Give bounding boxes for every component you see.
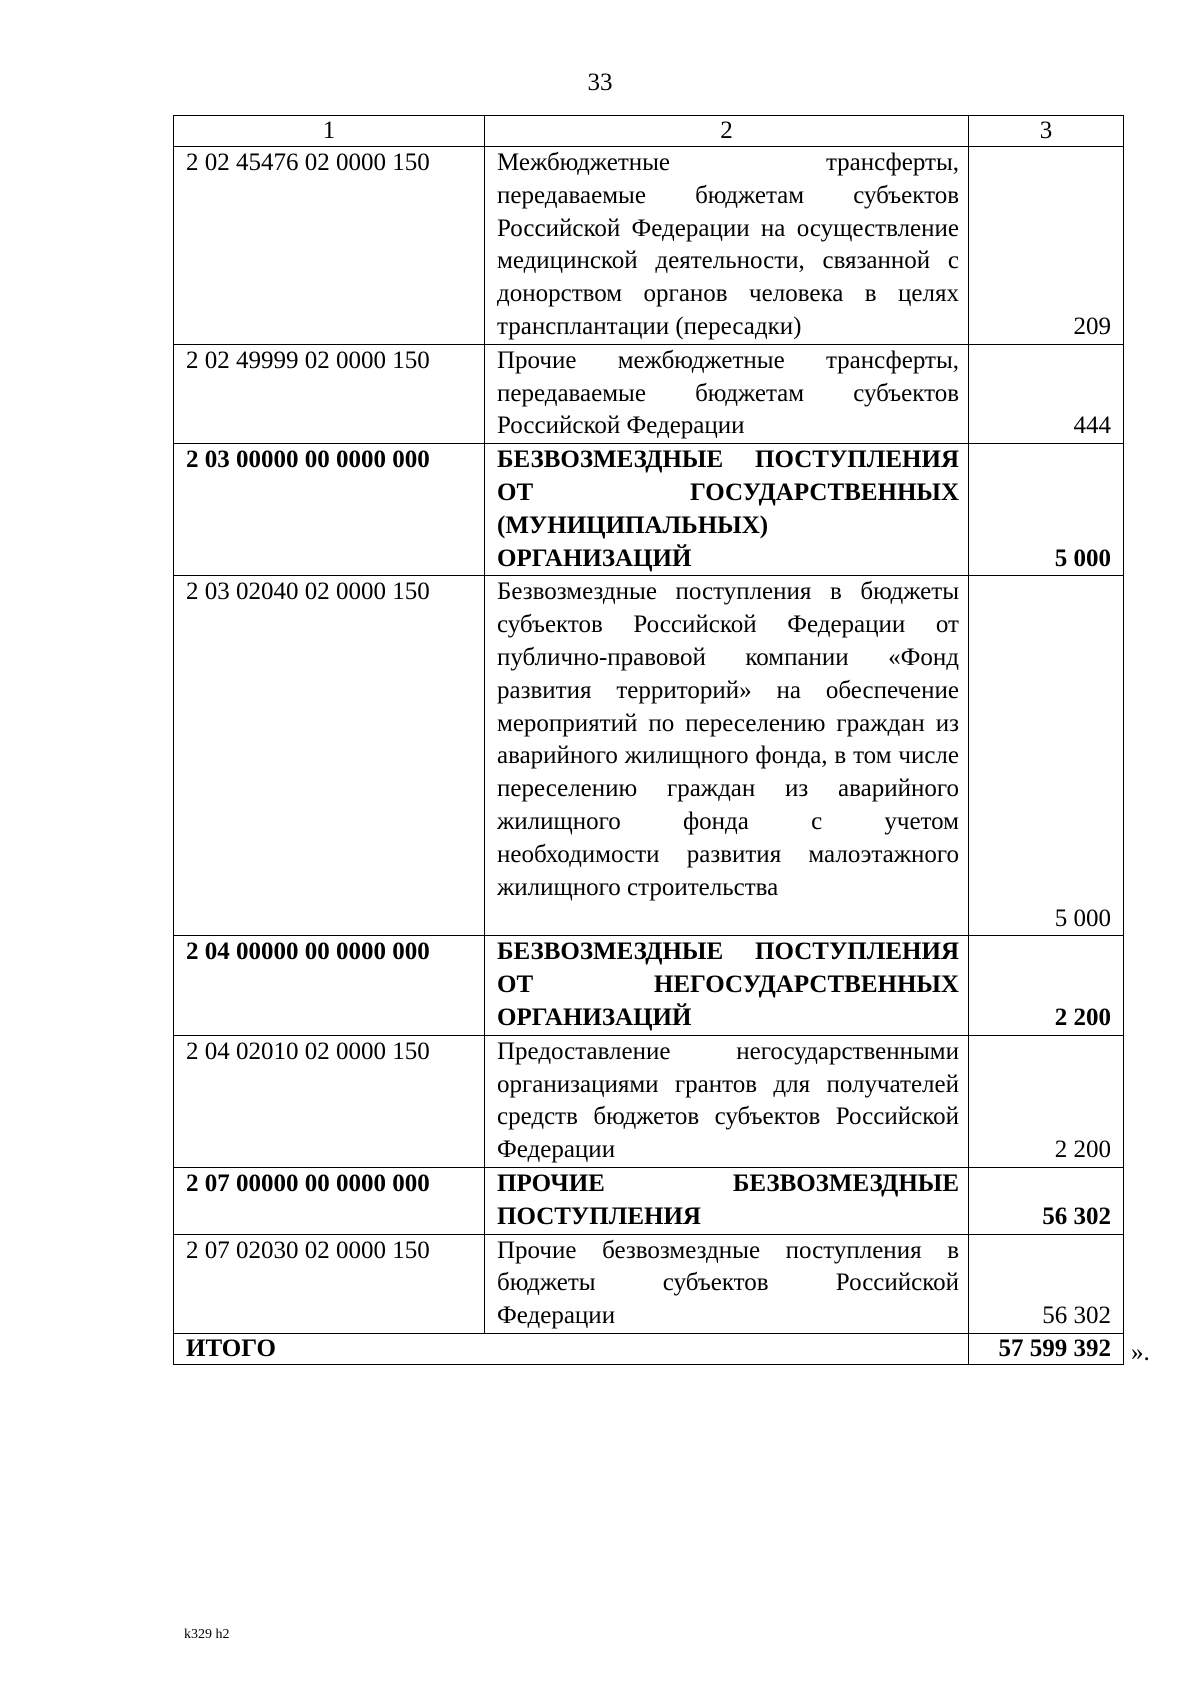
table-row <box>174 1234 1124 1333</box>
revenue-name-cell: Безвозмездные поступления в бюджеты субъектов Российской Федерации от публично-правовой компании «Фонд развития территорий» на обеспечение мероприятий по переселению граждан из аварийного жилищного фонда, в том числе переселению граждан из аварийного жилищного фонда с учетом необходимости развития малоэтажного жилищного строительства <box>485 576 969 936</box>
revenue-name-cell: БЕЗВОЗМЕЗДНЫЕ ПОСТУПЛЕНИЯ ОТ ГОСУДАРСТВЕННЫХ (МУНИЦИПАЛЬНЫХ) ОРГАНИЗАЦИЙ <box>485 444 969 576</box>
amount-cell: 444 <box>969 344 1124 443</box>
table-row <box>174 1035 1124 1167</box>
amount-cell: 56 302 <box>969 1167 1124 1234</box>
revenue-name-cell: Межбюджетные трансферты, передаваемые бюджетам субъектов Российской Федерации на осуществление медицинской деятельности, связанной с донорством органов человека в целях трансплантации (пересадки) <box>485 147 969 345</box>
budget-code-cell: 2 03 00000 00 0000 000 <box>174 444 485 576</box>
table-row <box>174 147 1124 345</box>
budget-code-cell: 2 07 00000 00 0000 000 <box>174 1167 485 1234</box>
amount-cell: 56 302 <box>969 1234 1124 1333</box>
page-number: 33 <box>587 69 613 96</box>
column-header-3: 3 <box>969 116 1124 147</box>
table-row <box>174 576 1124 936</box>
column-header-1: 1 <box>174 116 485 147</box>
budget-code-cell: 2 04 02010 02 0000 150 <box>174 1035 485 1167</box>
table-row-section <box>174 1167 1124 1234</box>
budget-code-cell: 2 07 02030 02 0000 150 <box>174 1234 485 1333</box>
table-row-section <box>174 444 1124 576</box>
amount-cell: 2 200 <box>969 936 1124 1035</box>
revenue-name-cell: Предоставление негосударственными организациями грантов для получателей средств бюджетов субъектов Российской Федерации <box>485 1035 969 1167</box>
amount-cell: 5 000 <box>969 444 1124 576</box>
footer-mark: k329 h2 <box>184 1627 230 1642</box>
budget-code-cell: 2 02 49999 02 0000 150 <box>174 344 485 443</box>
column-header-2: 2 <box>485 116 969 147</box>
amount-cell: 2 200 <box>969 1035 1124 1167</box>
revenue-name-cell: ПРОЧИЕ БЕЗВОЗМЕЗДНЫЕ ПОСТУПЛЕНИЯ <box>485 1167 969 1234</box>
total-row <box>174 1333 1124 1364</box>
revenue-name-cell: Прочие безвозмездные поступления в бюджеты субъектов Российской Федерации <box>485 1234 969 1333</box>
amount-cell: 209 <box>969 147 1124 345</box>
budget-code-cell: 2 04 00000 00 0000 000 <box>174 936 485 1035</box>
table-header-row <box>174 116 1124 147</box>
table-row-section <box>174 936 1124 1035</box>
total-label: ИТОГО <box>174 1333 969 1364</box>
budget-code-cell: 2 03 02040 02 0000 150 <box>174 576 485 936</box>
total-amount: 57 599 392 <box>969 1333 1124 1364</box>
budget-code-cell: 2 02 45476 02 0000 150 <box>174 147 485 345</box>
revenue-table <box>173 115 1124 1365</box>
table-body <box>174 116 1124 1365</box>
revenue-name-cell: Прочие межбюджетные трансферты, передаваемые бюджетам субъектов Российской Федерации <box>485 344 969 443</box>
closing-quote: ». <box>1131 1339 1150 1366</box>
table-row <box>174 344 1124 443</box>
amount-cell: 5 000 <box>969 576 1124 936</box>
revenue-name-cell: БЕЗВОЗМЕЗДНЫЕ ПОСТУПЛЕНИЯ ОТ НЕГОСУДАРСТВЕННЫХ ОРГАНИЗАЦИЙ <box>485 936 969 1035</box>
